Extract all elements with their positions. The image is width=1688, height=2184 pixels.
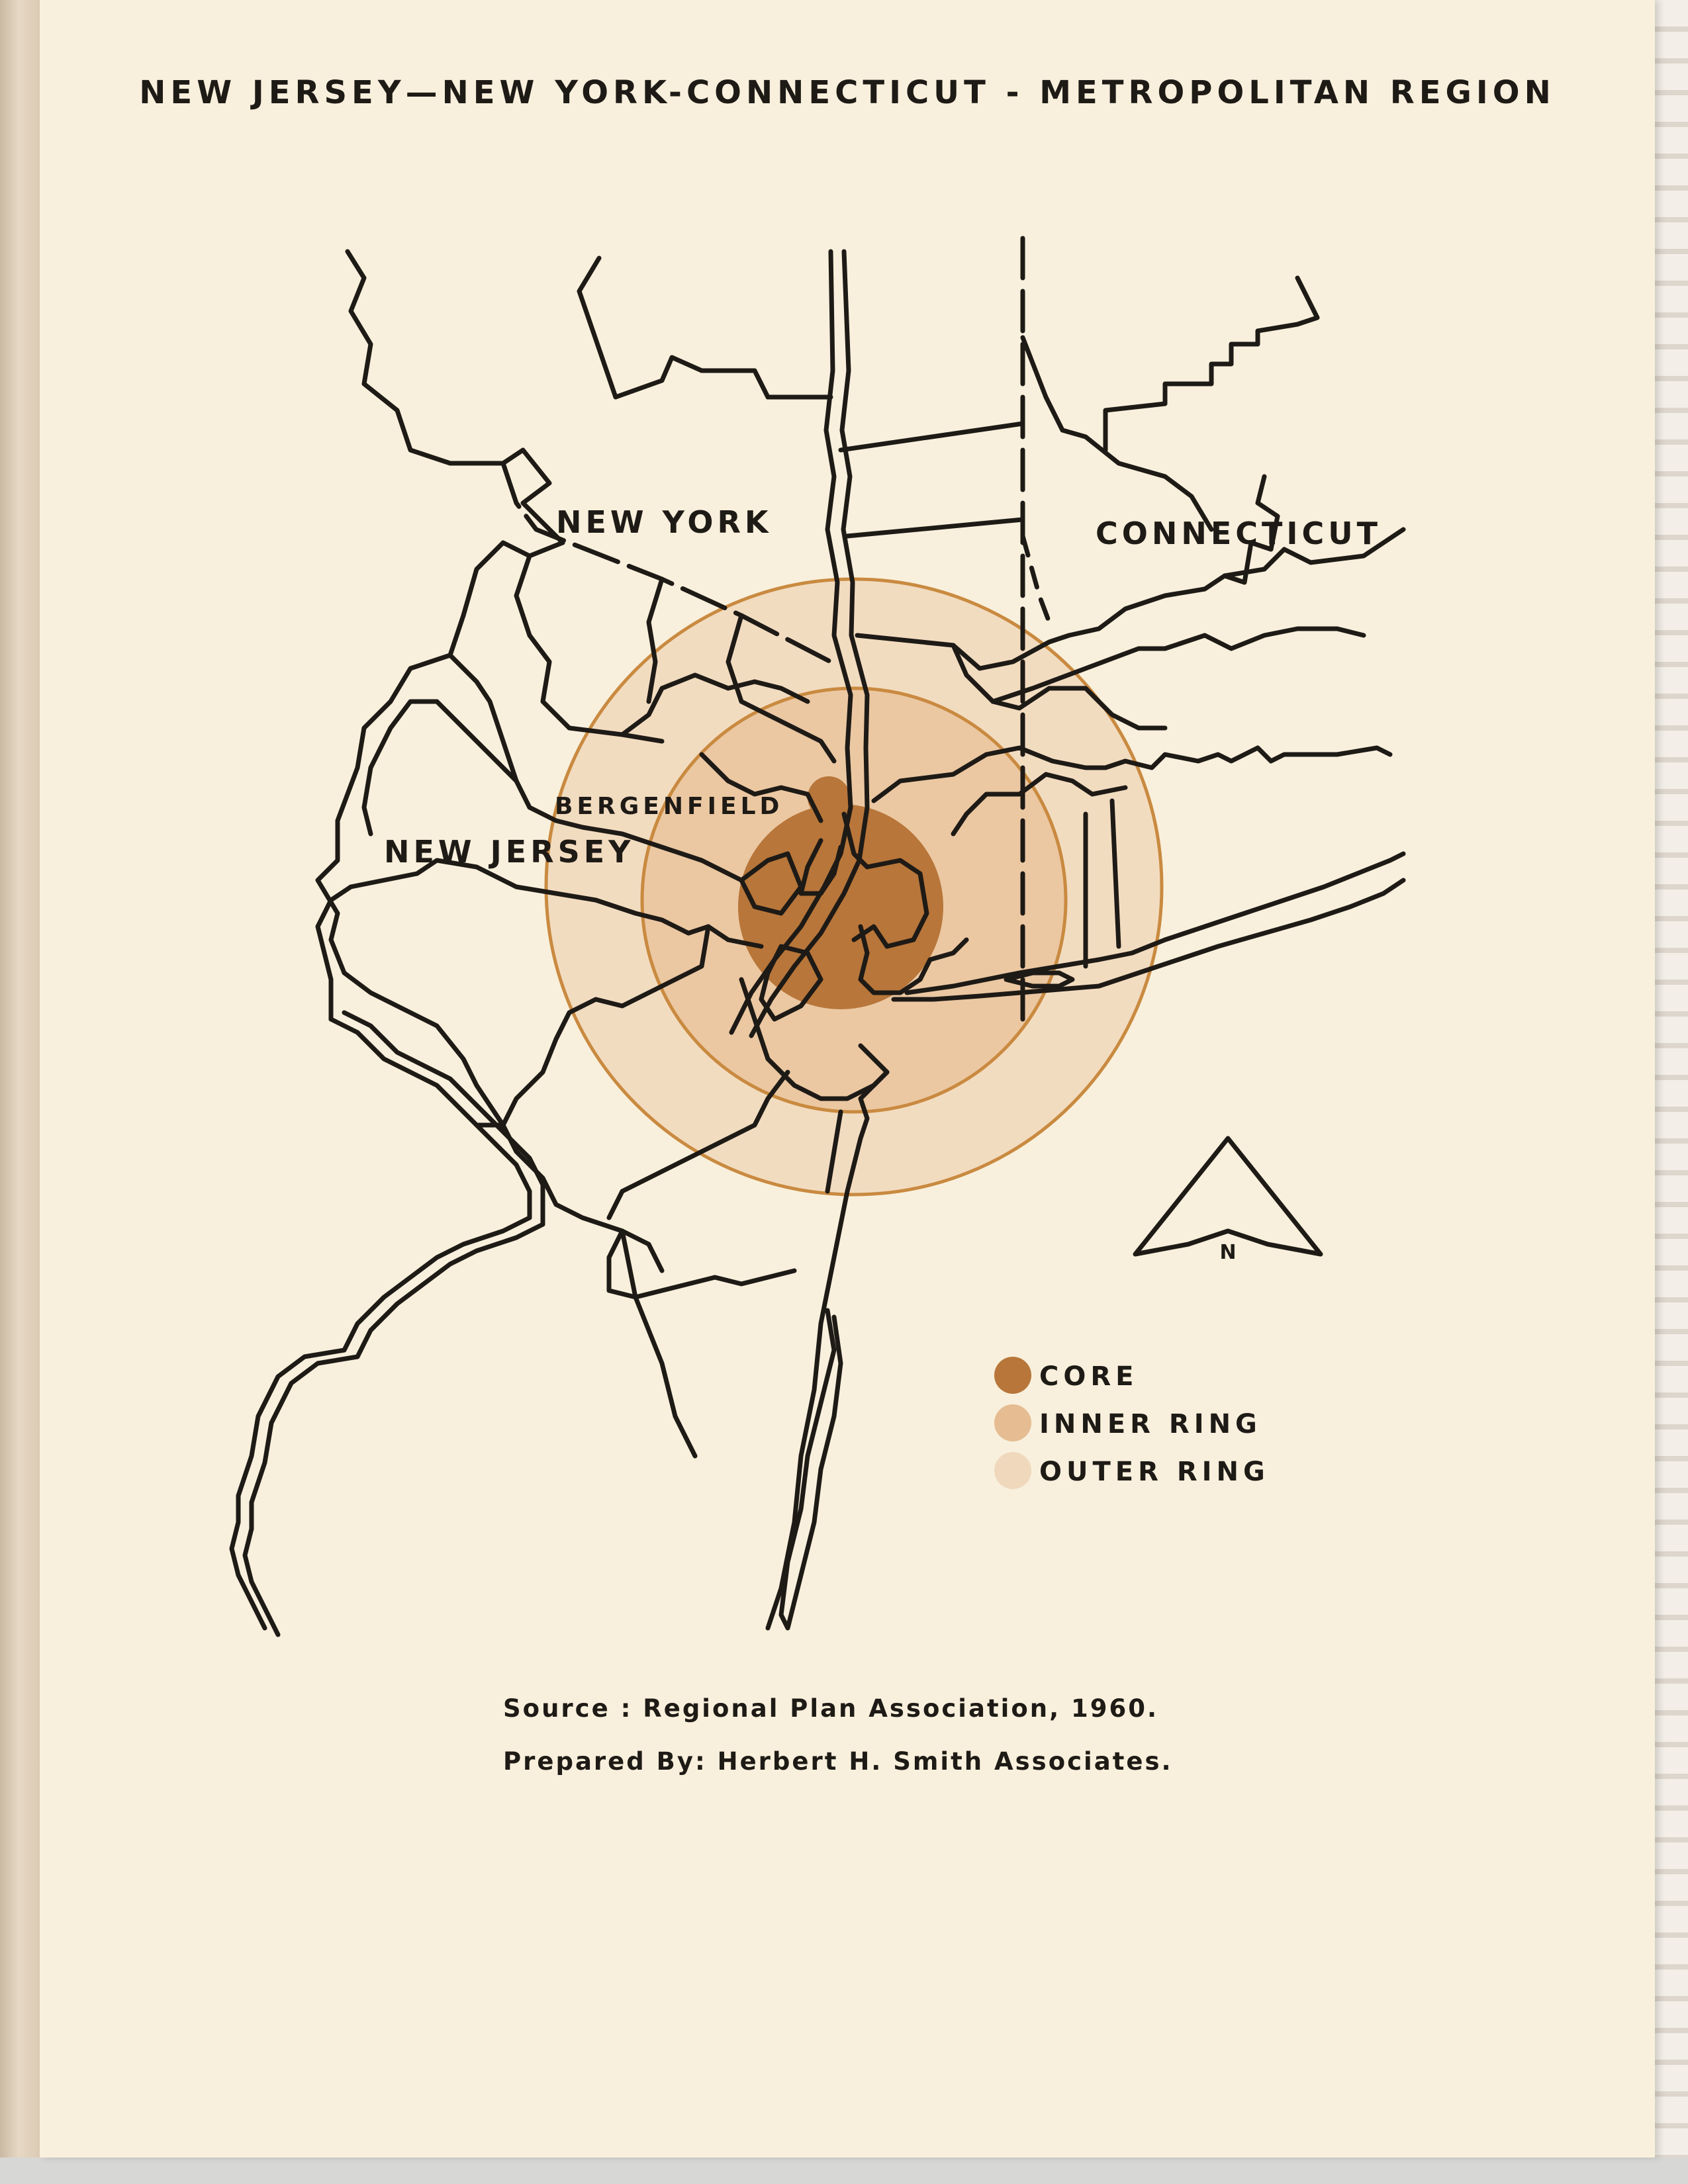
legend-core-label: CORE xyxy=(1039,1361,1139,1392)
legend xyxy=(994,1357,1270,1489)
ny-lateral-1 xyxy=(841,424,1023,450)
barrier-island xyxy=(781,1310,841,1628)
map-sheet xyxy=(40,0,1655,2158)
ny-outline-north xyxy=(579,258,831,397)
legend-core-swatch xyxy=(994,1357,1031,1394)
legend-outer-ring-label: OUTER RING xyxy=(1039,1457,1270,1487)
label-connecticut: CONNECTICUT xyxy=(1096,516,1382,551)
ny-nj-line-west xyxy=(364,702,437,834)
legend-inner-ring-label: INNER RING xyxy=(1039,1409,1262,1439)
page-title: NEW JERSEY—NEW YORK-CONNECTICUT - METROPOLITAN REGION xyxy=(139,74,1556,111)
legend-outer-ring-swatch xyxy=(994,1452,1031,1489)
source-credit: Source : Regional Plan Association, 1960. xyxy=(503,1694,1159,1723)
region-map xyxy=(40,0,1655,2158)
label-new-jersey: NEW JERSEY xyxy=(384,834,635,870)
legend-inner-ring-swatch xyxy=(994,1404,1031,1441)
delaware-river-east xyxy=(252,1013,543,1529)
right-page-strip xyxy=(1655,0,1688,2184)
nj-line-11 xyxy=(609,1231,794,1297)
ny-nj-west xyxy=(450,655,516,781)
ny-west-boundary xyxy=(348,251,563,543)
label-bergenfield: BERGENFIELD xyxy=(555,793,784,820)
ct-nj-dashed xyxy=(1023,536,1049,622)
ny-lateral-2 xyxy=(847,520,1023,536)
nj-north-line xyxy=(318,543,563,973)
ct-boundary-1 xyxy=(1023,338,1211,529)
label-new-york: NEW YORK xyxy=(556,504,773,540)
north-arrow-icon xyxy=(1135,1138,1321,1254)
north-arrow-label: N xyxy=(1219,1241,1237,1264)
north-arrow xyxy=(1135,1138,1321,1264)
rings xyxy=(546,579,1162,1195)
core xyxy=(738,804,943,1009)
prepared-by-credit: Prepared By: Herbert H. Smith Associates. xyxy=(503,1747,1173,1776)
ct-staircase xyxy=(1105,278,1317,450)
delaware-river-west xyxy=(238,1019,530,1522)
bottom-strip xyxy=(0,2158,1688,2184)
